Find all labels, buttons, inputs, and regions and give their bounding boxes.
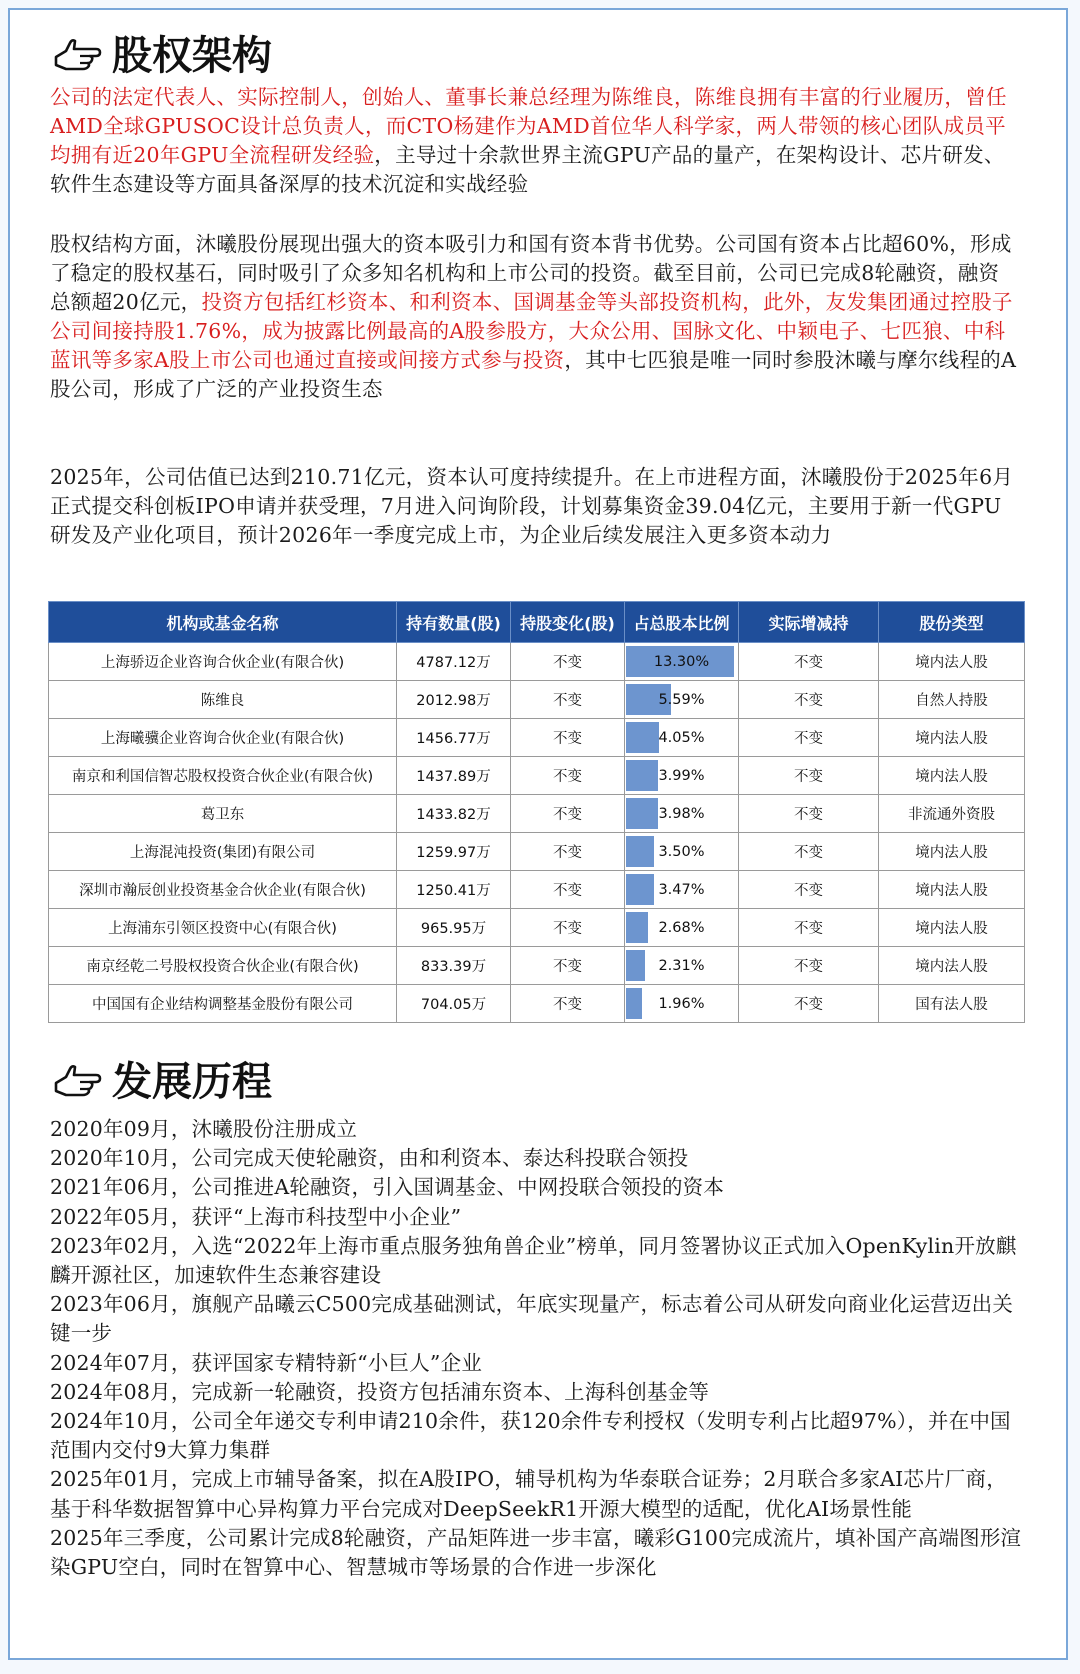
ratio-bar — [626, 950, 645, 981]
holder-actual-cell: 不变 — [739, 795, 879, 833]
ratio-text: 4.05% — [658, 729, 705, 746]
holder-type-cell: 境内法人股 — [879, 947, 1025, 985]
holder-ratio-cell — [625, 681, 739, 719]
ratio-bar — [626, 912, 648, 943]
pointing-hand-icon — [52, 33, 104, 73]
holder-actual-cell: 不变 — [739, 947, 879, 985]
ratio-text: 5.59% — [658, 691, 705, 708]
holder-qty-cell: 1433.82万 — [397, 795, 511, 833]
holder-change-cell: 不变 — [511, 757, 625, 795]
holder-ratio-cell — [625, 985, 739, 1023]
holder-qty-cell: 2012.98万 — [397, 681, 511, 719]
table-row — [49, 833, 1025, 871]
holder-actual-cell: 不变 — [739, 909, 879, 947]
ratio-text: 3.50% — [658, 843, 705, 860]
highlight-text: 投资方包括红杉资本、和利资本、国调基金等头部投资机构，此外，友发集团通过控股子公司间接持股1.76%，成为披露比例最高的A股参股方，大众公用、国脉文化、中颖电子、七匹狼、中科蓝讯等多家A股上市公司也通过直接或间接方式参与投资 — [50, 290, 1013, 372]
shareholder-table — [48, 601, 1025, 1023]
ratio-text: 3.47% — [658, 881, 705, 898]
table-row — [49, 719, 1025, 757]
ratio-bar — [626, 722, 659, 753]
history-item: 2024年08月，完成新一轮融资，投资方包括浦东资本、上海科创基金等 — [50, 1379, 710, 1404]
holder-name-cell: 上海浦东引领区投资中心(有限合伙) — [49, 909, 397, 947]
ratio-bar — [626, 836, 654, 867]
history-item: 2022年05月，获评“上海市科技型中小企业” — [50, 1204, 462, 1229]
holder-actual-cell: 不变 — [739, 643, 879, 681]
holder-type-cell: 境内法人股 — [879, 871, 1025, 909]
ratio-bar — [626, 760, 658, 791]
section-title-equity — [52, 24, 272, 81]
table-row — [49, 871, 1025, 909]
holder-name-cell: 上海骄迈企业咨询合伙企业(有限合伙) — [49, 643, 397, 681]
holder-name-cell: 陈维良 — [49, 681, 397, 719]
holder-type-cell: 境内法人股 — [879, 643, 1025, 681]
holder-qty-cell: 1437.89万 — [397, 757, 511, 795]
holder-qty-cell: 1259.97万 — [397, 833, 511, 871]
holder-name-cell: 中国国有企业结构调整基金股份有限公司 — [49, 985, 397, 1023]
ratio-bar — [626, 874, 654, 905]
body-text: 2025年，公司估值已达到210.71亿元，资本认可度持续提升。在上市进程方面，沐曦股份于2025年6月正式提交科创板IPO申请并获受理，7月进入问询阶段，计划募集资金39.04亿元，主要用于新一代GPU研发及产业化项目，预计2026年一季度完成上市，为企业后续发展注入更多资本动力 — [50, 465, 1014, 547]
table-row — [49, 795, 1025, 833]
ratio-text: 1.96% — [658, 995, 705, 1012]
holder-name-cell: 南京和利国信智芯股权投资合伙企业(有限合伙) — [49, 757, 397, 795]
holder-name-cell: 上海曦骥企业咨询合伙企业(有限合伙) — [49, 719, 397, 757]
col-header-change: 持股变化(股) — [511, 602, 625, 643]
section-title-text: 股权架构 — [112, 32, 272, 79]
holder-change-cell: 不变 — [511, 795, 625, 833]
holder-name-cell: 上海混沌投资(集团)有限公司 — [49, 833, 397, 871]
history-item: 2020年10月，公司完成天使轮融资，由和利资本、泰达科投联合领投 — [50, 1146, 689, 1171]
col-header-actual: 实际增减持 — [739, 602, 879, 643]
holder-qty-cell: 833.39万 — [397, 947, 511, 985]
history-item: 2024年10月，公司全年递交专利申请210余件，获120余件专利授权（发明专利占比超97%），并在中国范围内交付9大算力集群 — [50, 1409, 1011, 1463]
table-row — [49, 909, 1025, 947]
holder-change-cell: 不变 — [511, 871, 625, 909]
table-row — [49, 681, 1025, 719]
holder-actual-cell: 不变 — [739, 719, 879, 757]
history-item: 2025年01月，完成上市辅导备案，拟在A股IPO，辅导机构为华泰联合证券；2月联合多家AI芯片厂商，基于科华数据智算中心异构算力平台完成对DeepSeekR1开源大模型的适配，优化AI场景性能 — [50, 1467, 1007, 1521]
ratio-bar — [626, 798, 658, 829]
holder-type-cell: 境内法人股 — [879, 719, 1025, 757]
holder-type-cell: 境内法人股 — [879, 833, 1025, 871]
ratio-text: 13.30% — [653, 653, 710, 670]
table-row — [49, 947, 1025, 985]
holder-name-cell: 南京经乾二号股权投资合伙企业(有限合伙) — [49, 947, 397, 985]
body-text: 股权结构方面，沐曦股份展现出强大的资本吸引力和国有资本背书优势。公司国有资本占比超60%，形成了稳定的股权基石，同时吸引了众多知名机构和上市公司的投资。截至目前，公司已完成8轮融资，融资总额超20亿元， — [50, 232, 1012, 314]
holder-ratio-cell — [625, 643, 739, 681]
holder-ratio-cell — [625, 871, 739, 909]
pointing-hand-icon — [52, 1059, 104, 1099]
table-row — [49, 757, 1025, 795]
holder-change-cell: 不变 — [511, 833, 625, 871]
holder-qty-cell: 1250.41万 — [397, 871, 511, 909]
holder-ratio-cell — [625, 757, 739, 795]
table-row — [49, 643, 1025, 681]
paragraph-leadership — [50, 83, 1020, 199]
ratio-text: 2.68% — [658, 919, 705, 936]
table-row — [49, 985, 1025, 1023]
paragraph-equity-structure — [50, 230, 1020, 404]
holder-change-cell: 不变 — [511, 681, 625, 719]
holder-type-cell: 自然人持股 — [879, 681, 1025, 719]
holder-actual-cell: 不变 — [739, 757, 879, 795]
highlight-text: 公司的法定代表人、实际控制人，创始人、董事长兼总经理为陈维良，陈维良拥有丰富的行业履历，曾任AMD全球GPUSOC设计总负责人，而CTO杨建作为AMD首位华人科学家，两人带领的核心团队成员平均拥有近20年GPU全流程研发经验 — [50, 85, 1007, 167]
col-header-ratio: 占总股本比例 — [625, 602, 739, 643]
body-text: ，其中七匹狼是唯一同时参股沐曦与摩尔线程的A股公司，形成了广泛的产业投资生态 — [50, 348, 1017, 401]
section-title-history — [52, 1050, 272, 1107]
holder-name-cell: 葛卫东 — [49, 795, 397, 833]
col-header-qty: 持有数量(股) — [397, 602, 511, 643]
holder-type-cell: 境内法人股 — [879, 757, 1025, 795]
holder-type-cell: 境内法人股 — [879, 909, 1025, 947]
holder-ratio-cell — [625, 909, 739, 947]
ratio-bar — [626, 988, 642, 1019]
holder-type-cell: 非流通外资股 — [879, 795, 1025, 833]
holder-ratio-cell — [625, 947, 739, 985]
holder-qty-cell: 965.95万 — [397, 909, 511, 947]
holder-actual-cell: 不变 — [739, 833, 879, 871]
paragraph-valuation — [50, 463, 1020, 550]
history-list — [50, 1115, 1025, 1582]
history-item: 2024年07月，获评国家专精特新“小巨人”企业 — [50, 1350, 483, 1375]
holder-qty-cell: 704.05万 — [397, 985, 511, 1023]
holder-actual-cell: 不变 — [739, 985, 879, 1023]
holder-ratio-cell — [625, 833, 739, 871]
holder-ratio-cell — [625, 795, 739, 833]
holder-name-cell: 深圳市瀚辰创业投资基金合伙企业(有限合伙) — [49, 871, 397, 909]
holder-change-cell: 不变 — [511, 719, 625, 757]
col-header-name: 机构或基金名称 — [49, 602, 397, 643]
section-title-text: 发展历程 — [112, 1058, 272, 1105]
ratio-text: 3.98% — [658, 805, 705, 822]
holder-change-cell: 不变 — [511, 643, 625, 681]
history-item: 2025年三季度，公司累计完成8轮融资，产品矩阵进一步丰富，曦彩G100完成流片，填补国产高端图形渲染GPU空白，同时在智算中心、智慧城市等场景的合作进一步深化 — [50, 1525, 1022, 1580]
holder-actual-cell: 不变 — [739, 681, 879, 719]
table-header-row — [49, 602, 1025, 643]
holder-qty-cell: 4787.12万 — [397, 643, 511, 681]
holder-actual-cell: 不变 — [739, 871, 879, 909]
holder-qty-cell: 1456.77万 — [397, 719, 511, 757]
ratio-text: 3.99% — [658, 767, 705, 784]
ratio-text: 2.31% — [658, 957, 705, 974]
holder-type-cell: 国有法人股 — [879, 985, 1025, 1023]
history-item: 2023年02月，入选“2022年上海市重点服务独角兽企业”榜单，同月签署协议正式加入OpenKylin开放麒麟开源社区，加速软件生态兼容建设 — [50, 1233, 1017, 1288]
body-text: ，主导过十余款世界主流GPU产品的量产，在架构设计、芯片研发、软件生态建设等方面具备深厚的技术沉淀和实战经验 — [50, 143, 1005, 196]
history-item: 2021年06月，公司推进A轮融资，引入国调基金、中网投联合领投的资本 — [50, 1175, 725, 1200]
col-header-type: 股份类型 — [879, 602, 1025, 643]
history-item: 2020年09月，沐曦股份注册成立 — [50, 1117, 358, 1141]
holder-change-cell: 不变 — [511, 909, 625, 947]
holder-ratio-cell — [625, 719, 739, 757]
holder-change-cell: 不变 — [511, 985, 625, 1023]
holder-change-cell: 不变 — [511, 947, 625, 985]
history-item: 2023年06月，旗舰产品曦云C500完成基础测试，年底实现量产，标志着公司从研发向商业化运营迈出关键一步 — [50, 1292, 1014, 1346]
